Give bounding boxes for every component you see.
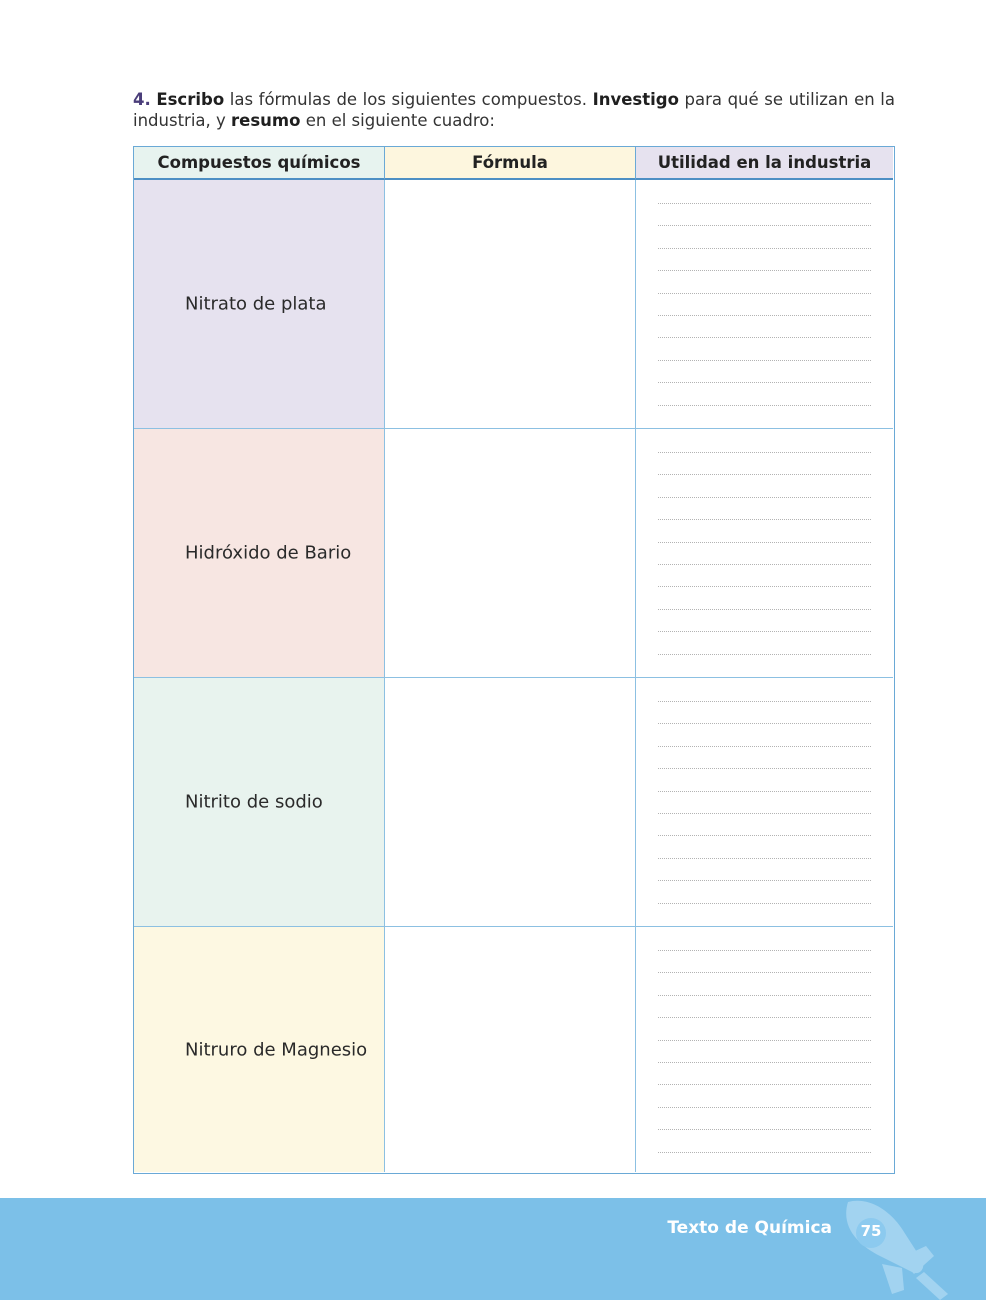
compound-name: Nitrato de plata bbox=[185, 293, 327, 315]
writing-line bbox=[658, 1129, 871, 1130]
writing-line bbox=[658, 225, 871, 226]
compounds-table bbox=[133, 146, 895, 1174]
instruction-verb-resumo: resumo bbox=[231, 111, 301, 130]
utility-cell[interactable] bbox=[636, 678, 893, 927]
writing-line bbox=[658, 405, 871, 406]
instruction-text-2: para qué se utilizan en la industria, y bbox=[133, 90, 895, 130]
writing-line bbox=[658, 203, 871, 204]
writing-line bbox=[658, 270, 871, 271]
utility-cell[interactable] bbox=[636, 180, 893, 429]
writing-line bbox=[658, 586, 871, 587]
instruction-text-3: en el siguiente cuadro: bbox=[300, 111, 495, 130]
utility-cell[interactable] bbox=[636, 429, 893, 678]
instruction-verb-investigo: Investigo bbox=[592, 90, 679, 109]
writing-line bbox=[658, 497, 871, 498]
compound-cell bbox=[134, 927, 385, 1172]
exercise-number: 4. bbox=[133, 90, 151, 109]
writing-line bbox=[658, 723, 871, 724]
writing-line bbox=[658, 880, 871, 881]
formula-cell[interactable] bbox=[385, 927, 636, 1172]
formula-cell[interactable] bbox=[385, 180, 636, 429]
writing-line bbox=[658, 995, 871, 996]
writing-line bbox=[658, 903, 871, 904]
compound-cell bbox=[134, 678, 385, 927]
writing-line bbox=[658, 382, 871, 383]
formula-cell[interactable] bbox=[385, 429, 636, 678]
writing-line bbox=[658, 1040, 871, 1041]
writing-line bbox=[658, 631, 871, 632]
instruction-text-1: las fórmulas de los siguientes compuestos. bbox=[224, 90, 593, 109]
header-formula: Fórmula bbox=[385, 147, 636, 180]
writing-line bbox=[658, 701, 871, 702]
writing-line bbox=[658, 609, 871, 610]
instruction-verb-escribo: Escribo bbox=[156, 90, 225, 109]
writing-line bbox=[658, 315, 871, 316]
writing-line bbox=[658, 858, 871, 859]
instruction-paragraph bbox=[133, 89, 895, 131]
header-compuestos: Compuestos químicos bbox=[134, 147, 385, 180]
footer-band bbox=[0, 1198, 986, 1300]
compound-name: Nitruro de Magnesio bbox=[185, 1039, 368, 1060]
writing-line bbox=[658, 1062, 871, 1063]
writing-line bbox=[658, 746, 871, 747]
compound-name: Hidróxido de Bario bbox=[185, 542, 352, 564]
writing-line bbox=[658, 791, 871, 792]
writing-line bbox=[658, 1152, 871, 1153]
writing-line bbox=[658, 768, 871, 769]
writing-line bbox=[658, 360, 871, 361]
writing-line bbox=[658, 654, 871, 655]
writing-line bbox=[658, 835, 871, 836]
writing-line bbox=[658, 452, 871, 453]
writing-line bbox=[658, 1084, 871, 1085]
writing-line bbox=[658, 1107, 871, 1108]
book-title: Texto de Química bbox=[667, 1218, 832, 1238]
writing-line bbox=[658, 950, 871, 951]
header-utilidad: Utilidad en la industria bbox=[636, 147, 893, 180]
rocket-icon bbox=[830, 1198, 950, 1300]
writing-line bbox=[658, 293, 871, 294]
writing-line bbox=[658, 337, 871, 338]
utility-cell[interactable] bbox=[636, 927, 893, 1172]
writing-line bbox=[658, 519, 871, 520]
formula-cell[interactable] bbox=[385, 678, 636, 927]
page-number: 75 bbox=[860, 1222, 882, 1240]
writing-line bbox=[658, 813, 871, 814]
writing-line bbox=[658, 474, 871, 475]
compound-cell bbox=[134, 429, 385, 678]
compound-name: Nitrito de sodio bbox=[185, 791, 323, 813]
writing-line bbox=[658, 564, 871, 565]
writing-line bbox=[658, 1017, 871, 1018]
compound-cell bbox=[134, 180, 385, 429]
writing-line bbox=[658, 972, 871, 973]
writing-line bbox=[658, 248, 871, 249]
writing-line bbox=[658, 542, 871, 543]
